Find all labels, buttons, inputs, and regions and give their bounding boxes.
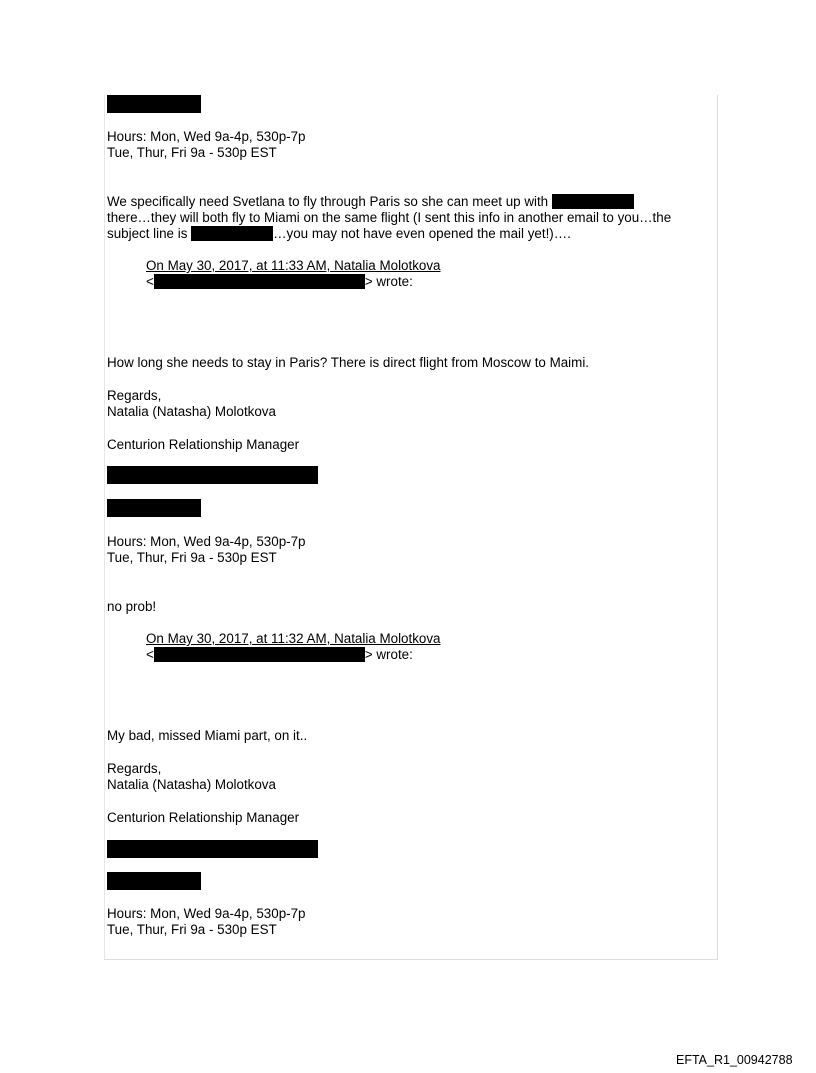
quote-sender-line bbox=[146, 274, 413, 290]
redaction-bar bbox=[107, 95, 201, 113]
hours-line: Hours: Mon, Wed 9a-4p, 530p-7p bbox=[107, 129, 306, 144]
open-bracket: < bbox=[146, 647, 154, 662]
regards: Regards, bbox=[107, 388, 162, 403]
message-body: My bad, missed Miami part, on it.. bbox=[107, 728, 308, 743]
redaction-bar bbox=[107, 466, 318, 484]
reply-text: …you may not have even opened the mail yet!)…. bbox=[273, 226, 571, 241]
quote-sender-line bbox=[146, 647, 413, 663]
signature-name: Natalia (Natasha) Molotkova bbox=[107, 777, 276, 792]
redaction-bar bbox=[552, 194, 634, 209]
redaction-bar bbox=[154, 274, 365, 289]
reply-text: subject line is bbox=[107, 226, 188, 241]
hours-line: Tue, Thur, Fri 9a - 530p EST bbox=[107, 922, 277, 937]
reply-line bbox=[107, 226, 571, 242]
hours-line: Hours: Mon, Wed 9a-4p, 530p-7p bbox=[107, 534, 306, 549]
signature-title: Centurion Relationship Manager bbox=[107, 810, 300, 825]
signature-title: Centurion Relationship Manager bbox=[107, 437, 300, 452]
quote-header: On May 30, 2017, at 11:33 AM, Natalia Molotkova bbox=[146, 258, 441, 273]
wrote-label: > wrote: bbox=[364, 647, 413, 662]
document-id: EFTA_R1_00942788 bbox=[676, 1053, 793, 1067]
signature-name: Natalia (Natasha) Molotkova bbox=[107, 404, 276, 419]
open-bracket: < bbox=[146, 274, 154, 289]
wrote-label: > wrote: bbox=[364, 274, 413, 289]
hours-line: Tue, Thur, Fri 9a - 530p EST bbox=[107, 145, 277, 160]
redaction-bar bbox=[107, 840, 318, 858]
quote-header: On May 30, 2017, at 11:32 AM, Natalia Molotkova bbox=[146, 631, 441, 646]
reply-text: We specifically need Svetlana to fly through Paris so she can meet up with bbox=[107, 194, 549, 209]
redaction-bar bbox=[107, 499, 201, 517]
redaction-bar bbox=[107, 872, 201, 890]
reply-line: there…they will both fly to Miami on the same flight (I sent this info in another email to you…the bbox=[107, 210, 672, 225]
hours-line: Hours: Mon, Wed 9a-4p, 530p-7p bbox=[107, 906, 306, 921]
redaction-bar bbox=[191, 226, 273, 241]
hours-line: Tue, Thur, Fri 9a - 530p EST bbox=[107, 550, 277, 565]
redaction-bar bbox=[154, 647, 365, 662]
regards: Regards, bbox=[107, 761, 162, 776]
reply-text: no prob! bbox=[107, 599, 157, 614]
reply-line bbox=[107, 194, 634, 210]
message-body: How long she needs to stay in Paris? There is direct flight from Moscow to Maimi. bbox=[107, 355, 590, 370]
